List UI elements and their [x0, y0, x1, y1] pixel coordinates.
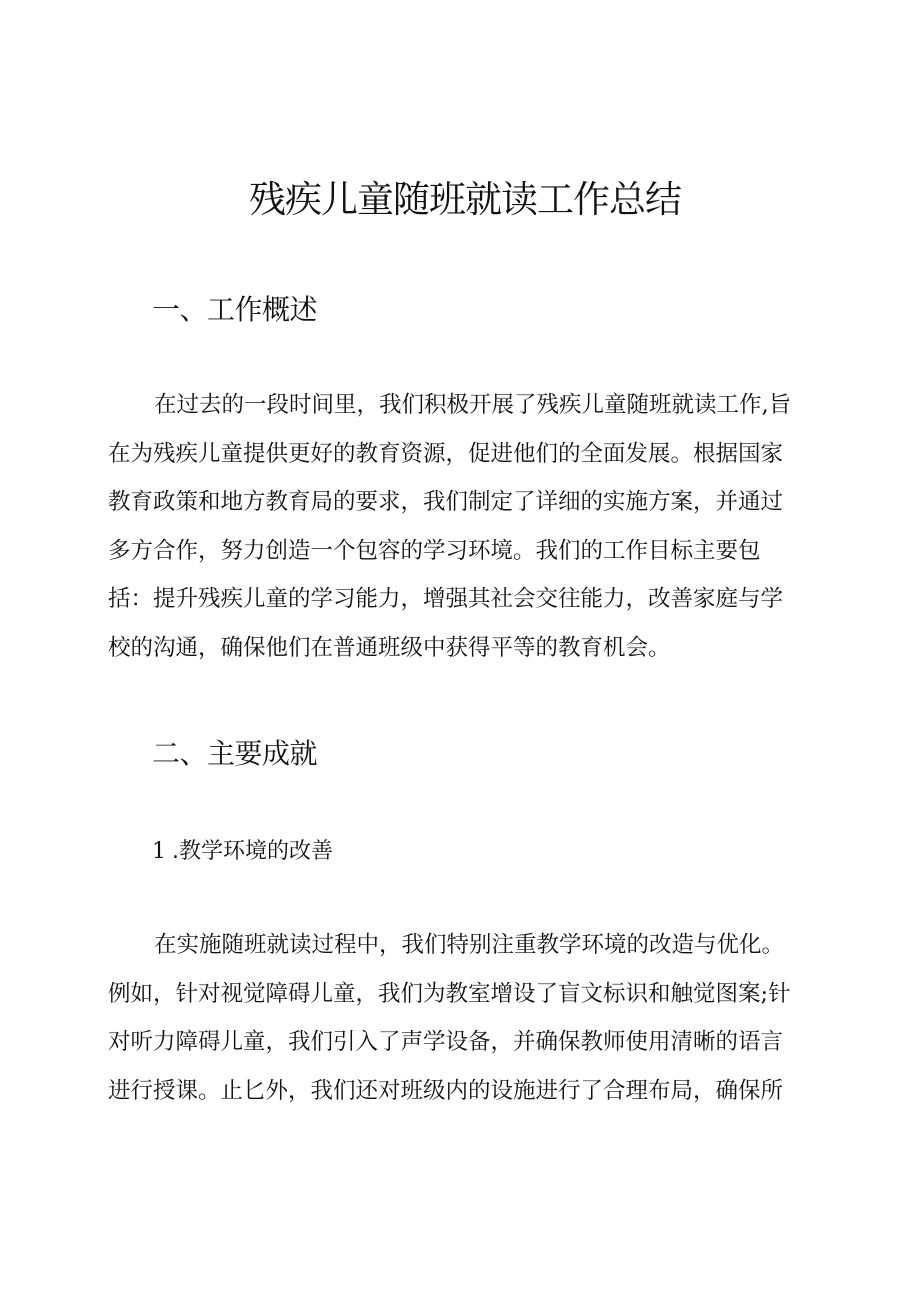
- paragraph-line: 括：提升残疾儿童的学习能力，增强其社会交往能力，改善家庭与学: [108, 586, 784, 612]
- paragraph-line: 教育政策和地方教育局的要求，我们制定了详细的实施方案，并通过: [108, 489, 784, 515]
- paragraph-line: 例如，针对视觉障碍儿童，我们为教室增设了盲文标识和触觉图案;针: [108, 980, 791, 1007]
- paragraph-line: 多方合作，努力创造一个包容的学习环境。我们的工作目标主要包: [108, 537, 761, 564]
- section-heading-overview: 一、工作概述: [152, 293, 318, 326]
- paragraph-line: 在过去的一段时间里，我们积极开展了残疾儿童随班就读工作,旨: [154, 392, 792, 418]
- paragraph-line: 进行授课。止匕外，我们还对班级内的设施进行了合理布局，确保所: [108, 1077, 784, 1104]
- paragraph-line: 在为残疾儿童提供更好的教育资源，促进他们的全面发展。根据国家: [108, 440, 784, 467]
- subsection-heading-teaching-environment: [152, 834, 333, 870]
- section-heading-achievements: 二、主要成就: [152, 737, 318, 770]
- paragraph-overview: [108, 381, 820, 672]
- subsection-title: .教学环境的改善: [172, 839, 333, 864]
- paragraph-line: 对听力障碍儿童，我们引入了声学设备，并确保教师使用清晰的语言: [108, 1029, 784, 1055]
- document-title: 残疾儿童随班就读工作总结: [249, 178, 681, 221]
- paragraph-line: 在实施随班就读过程中，我们特别注重教学环境的改造与优化。: [154, 932, 785, 958]
- paragraph-teaching-environment: [108, 921, 820, 1115]
- subsection-number: 1: [152, 839, 166, 864]
- paragraph-line: 校的沟通，确保他们在普通班级中获得平等的教育机会。: [108, 634, 671, 661]
